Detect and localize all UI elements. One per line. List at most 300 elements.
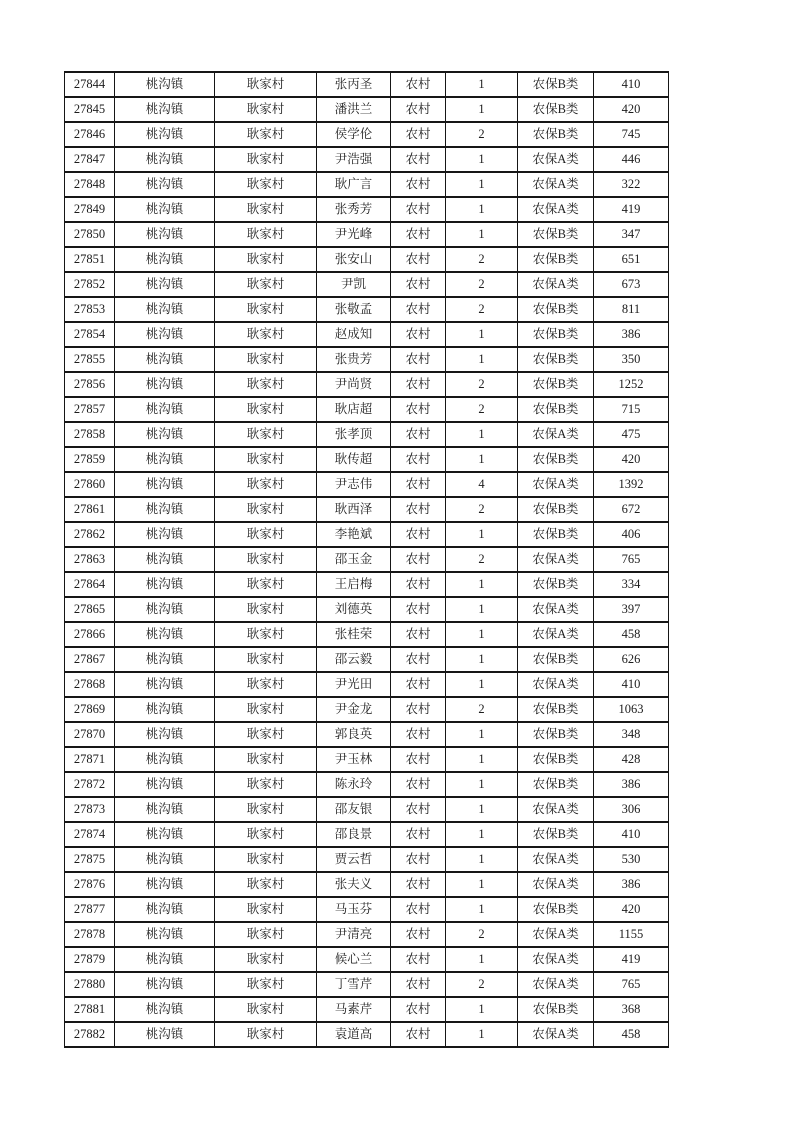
- cell-village: 耿家村: [215, 197, 317, 222]
- cell-village: 耿家村: [215, 122, 317, 147]
- cell-name: 张夫义: [317, 872, 391, 897]
- cell-town: 桃沟镇: [115, 722, 215, 747]
- cell-amount: 406: [594, 522, 669, 547]
- cell-id: 27881: [65, 997, 115, 1022]
- cell-persons: 1: [446, 422, 518, 447]
- cell-residence: 农村: [391, 747, 446, 772]
- cell-persons: 1: [446, 197, 518, 222]
- cell-category: 农保B类: [518, 822, 594, 847]
- cell-persons: 4: [446, 472, 518, 497]
- cell-amount: 475: [594, 422, 669, 447]
- cell-residence: 农村: [391, 97, 446, 122]
- cell-village: 耿家村: [215, 297, 317, 322]
- cell-amount: 530: [594, 847, 669, 872]
- cell-name: 袁道高: [317, 1022, 391, 1047]
- cell-village: 耿家村: [215, 697, 317, 722]
- table-row: [65, 497, 669, 522]
- table-row: [65, 997, 669, 1022]
- cell-id: 27847: [65, 147, 115, 172]
- cell-village: 耿家村: [215, 847, 317, 872]
- cell-category: 农保B类: [518, 747, 594, 772]
- cell-amount: 715: [594, 397, 669, 422]
- cell-id: 27880: [65, 972, 115, 997]
- insurance-roster-table: [64, 71, 669, 1048]
- table-row: [65, 947, 669, 972]
- cell-id: 27869: [65, 697, 115, 722]
- cell-id: 27878: [65, 922, 115, 947]
- cell-town: 桃沟镇: [115, 497, 215, 522]
- cell-amount: 1392: [594, 472, 669, 497]
- cell-persons: 2: [446, 922, 518, 947]
- cell-name: 尹尚贤: [317, 372, 391, 397]
- cell-residence: 农村: [391, 647, 446, 672]
- cell-category: 农保B类: [518, 697, 594, 722]
- cell-village: 耿家村: [215, 997, 317, 1022]
- cell-name: 侯学伦: [317, 122, 391, 147]
- cell-amount: 420: [594, 897, 669, 922]
- cell-name: 马素芹: [317, 997, 391, 1022]
- table-row: [65, 697, 669, 722]
- cell-town: 桃沟镇: [115, 447, 215, 472]
- table-row: [65, 547, 669, 572]
- cell-amount: 306: [594, 797, 669, 822]
- cell-persons: 1: [446, 722, 518, 747]
- cell-amount: 1252: [594, 372, 669, 397]
- table-row: [65, 147, 669, 172]
- table-row: [65, 572, 669, 597]
- cell-town: 桃沟镇: [115, 797, 215, 822]
- cell-village: 耿家村: [215, 397, 317, 422]
- cell-town: 桃沟镇: [115, 972, 215, 997]
- cell-town: 桃沟镇: [115, 147, 215, 172]
- cell-name: 尹金龙: [317, 697, 391, 722]
- cell-town: 桃沟镇: [115, 97, 215, 122]
- cell-id: 27865: [65, 597, 115, 622]
- cell-category: 农保B类: [518, 97, 594, 122]
- cell-village: 耿家村: [215, 247, 317, 272]
- cell-category: 农保A类: [518, 847, 594, 872]
- table-row: [65, 447, 669, 472]
- cell-name: 尹清亮: [317, 922, 391, 947]
- cell-town: 桃沟镇: [115, 272, 215, 297]
- cell-residence: 农村: [391, 897, 446, 922]
- table-row: [65, 72, 669, 97]
- cell-residence: 农村: [391, 497, 446, 522]
- cell-persons: 2: [446, 497, 518, 522]
- cell-category: 农保A类: [518, 797, 594, 822]
- cell-category: 农保B类: [518, 897, 594, 922]
- cell-residence: 农村: [391, 922, 446, 947]
- cell-persons: 1: [446, 597, 518, 622]
- cell-amount: 386: [594, 772, 669, 797]
- cell-village: 耿家村: [215, 822, 317, 847]
- cell-amount: 458: [594, 1022, 669, 1047]
- cell-name: 尹浩强: [317, 147, 391, 172]
- cell-id: 27875: [65, 847, 115, 872]
- cell-town: 桃沟镇: [115, 197, 215, 222]
- cell-village: 耿家村: [215, 472, 317, 497]
- cell-residence: 农村: [391, 247, 446, 272]
- table-row: [65, 922, 669, 947]
- cell-persons: 1: [446, 97, 518, 122]
- cell-town: 桃沟镇: [115, 772, 215, 797]
- cell-village: 耿家村: [215, 97, 317, 122]
- cell-residence: 农村: [391, 297, 446, 322]
- cell-name: 尹凯: [317, 272, 391, 297]
- cell-name: 张丙圣: [317, 72, 391, 97]
- cell-amount: 420: [594, 97, 669, 122]
- cell-residence: 农村: [391, 172, 446, 197]
- cell-residence: 农村: [391, 972, 446, 997]
- cell-id: 27851: [65, 247, 115, 272]
- cell-category: 农保A类: [518, 547, 594, 572]
- cell-id: 27877: [65, 897, 115, 922]
- cell-amount: 334: [594, 572, 669, 597]
- cell-persons: 1: [446, 947, 518, 972]
- cell-amount: 410: [594, 72, 669, 97]
- cell-town: 桃沟镇: [115, 872, 215, 897]
- cell-village: 耿家村: [215, 947, 317, 972]
- table-row: [65, 297, 669, 322]
- cell-residence: 农村: [391, 672, 446, 697]
- cell-town: 桃沟镇: [115, 572, 215, 597]
- cell-category: 农保B类: [518, 447, 594, 472]
- cell-persons: 2: [446, 372, 518, 397]
- cell-amount: 350: [594, 347, 669, 372]
- cell-residence: 农村: [391, 697, 446, 722]
- cell-name: 尹光田: [317, 672, 391, 697]
- cell-residence: 农村: [391, 272, 446, 297]
- cell-amount: 420: [594, 447, 669, 472]
- cell-category: 农保B类: [518, 122, 594, 147]
- cell-id: 27862: [65, 522, 115, 547]
- cell-name: 邵云毅: [317, 647, 391, 672]
- table-row: [65, 622, 669, 647]
- table-row: [65, 172, 669, 197]
- cell-name: 张敬孟: [317, 297, 391, 322]
- cell-persons: 1: [446, 997, 518, 1022]
- cell-amount: 673: [594, 272, 669, 297]
- cell-id: 27859: [65, 447, 115, 472]
- table-row: [65, 122, 669, 147]
- cell-name: 潘洪兰: [317, 97, 391, 122]
- cell-village: 耿家村: [215, 797, 317, 822]
- cell-village: 耿家村: [215, 72, 317, 97]
- cell-residence: 农村: [391, 197, 446, 222]
- cell-town: 桃沟镇: [115, 672, 215, 697]
- cell-name: 郭良英: [317, 722, 391, 747]
- table-row: [65, 647, 669, 672]
- cell-village: 耿家村: [215, 597, 317, 622]
- cell-residence: 农村: [391, 722, 446, 747]
- cell-village: 耿家村: [215, 622, 317, 647]
- table-row: [65, 272, 669, 297]
- cell-town: 桃沟镇: [115, 247, 215, 272]
- cell-amount: 1155: [594, 922, 669, 947]
- cell-village: 耿家村: [215, 572, 317, 597]
- cell-town: 桃沟镇: [115, 747, 215, 772]
- cell-town: 桃沟镇: [115, 997, 215, 1022]
- cell-residence: 农村: [391, 847, 446, 872]
- cell-name: 陈永玲: [317, 772, 391, 797]
- cell-persons: 1: [446, 747, 518, 772]
- cell-id: 27858: [65, 422, 115, 447]
- cell-id: 27864: [65, 572, 115, 597]
- cell-village: 耿家村: [215, 347, 317, 372]
- cell-town: 桃沟镇: [115, 297, 215, 322]
- cell-village: 耿家村: [215, 672, 317, 697]
- cell-town: 桃沟镇: [115, 847, 215, 872]
- cell-id: 27846: [65, 122, 115, 147]
- table-row: [65, 197, 669, 222]
- table-row: [65, 97, 669, 122]
- cell-category: 农保A类: [518, 147, 594, 172]
- cell-amount: 765: [594, 547, 669, 572]
- cell-village: 耿家村: [215, 772, 317, 797]
- cell-name: 尹光峰: [317, 222, 391, 247]
- cell-village: 耿家村: [215, 897, 317, 922]
- cell-village: 耿家村: [215, 372, 317, 397]
- cell-name: 张秀芳: [317, 197, 391, 222]
- cell-id: 27871: [65, 747, 115, 772]
- cell-amount: 428: [594, 747, 669, 772]
- cell-amount: 348: [594, 722, 669, 747]
- cell-amount: 811: [594, 297, 669, 322]
- table-row: [65, 747, 669, 772]
- cell-name: 李艳斌: [317, 522, 391, 547]
- cell-amount: 446: [594, 147, 669, 172]
- cell-id: 27854: [65, 322, 115, 347]
- cell-name: 张贵芳: [317, 347, 391, 372]
- cell-persons: 1: [446, 72, 518, 97]
- table-row: [65, 422, 669, 447]
- cell-category: 农保A类: [518, 672, 594, 697]
- cell-amount: 419: [594, 197, 669, 222]
- cell-residence: 农村: [391, 347, 446, 372]
- cell-residence: 农村: [391, 797, 446, 822]
- cell-name: 张桂荣: [317, 622, 391, 647]
- cell-name: 尹志伟: [317, 472, 391, 497]
- cell-name: 丁雪芹: [317, 972, 391, 997]
- cell-town: 桃沟镇: [115, 522, 215, 547]
- cell-category: 农保A类: [518, 172, 594, 197]
- cell-category: 农保A类: [518, 972, 594, 997]
- cell-persons: 2: [446, 247, 518, 272]
- cell-village: 耿家村: [215, 147, 317, 172]
- cell-name: 赵成知: [317, 322, 391, 347]
- cell-category: 农保B类: [518, 322, 594, 347]
- cell-persons: 2: [446, 122, 518, 147]
- cell-town: 桃沟镇: [115, 222, 215, 247]
- table-row: [65, 597, 669, 622]
- cell-category: 农保A类: [518, 1022, 594, 1047]
- cell-town: 桃沟镇: [115, 897, 215, 922]
- cell-category: 农保B类: [518, 572, 594, 597]
- cell-persons: 1: [446, 522, 518, 547]
- cell-id: 27852: [65, 272, 115, 297]
- cell-persons: 2: [446, 972, 518, 997]
- cell-village: 耿家村: [215, 172, 317, 197]
- table-row: [65, 347, 669, 372]
- cell-name: 耿西泽: [317, 497, 391, 522]
- table-row: [65, 722, 669, 747]
- cell-residence: 农村: [391, 597, 446, 622]
- cell-amount: 410: [594, 822, 669, 847]
- cell-persons: 1: [446, 647, 518, 672]
- cell-id: 27848: [65, 172, 115, 197]
- cell-category: 农保A类: [518, 622, 594, 647]
- cell-persons: 1: [446, 447, 518, 472]
- cell-village: 耿家村: [215, 972, 317, 997]
- cell-persons: 2: [446, 397, 518, 422]
- cell-category: 农保B类: [518, 772, 594, 797]
- cell-residence: 农村: [391, 122, 446, 147]
- table-row: [65, 772, 669, 797]
- cell-amount: 672: [594, 497, 669, 522]
- table-row: [65, 972, 669, 997]
- cell-village: 耿家村: [215, 872, 317, 897]
- cell-persons: 1: [446, 1022, 518, 1047]
- cell-amount: 419: [594, 947, 669, 972]
- cell-name: 尹玉林: [317, 747, 391, 772]
- cell-id: 27873: [65, 797, 115, 822]
- cell-persons: 1: [446, 622, 518, 647]
- cell-name: 邵友银: [317, 797, 391, 822]
- cell-residence: 农村: [391, 322, 446, 347]
- cell-town: 桃沟镇: [115, 947, 215, 972]
- cell-id: 27845: [65, 97, 115, 122]
- cell-id: 27874: [65, 822, 115, 847]
- cell-category: 农保B类: [518, 522, 594, 547]
- cell-name: 耿店超: [317, 397, 391, 422]
- cell-persons: 1: [446, 222, 518, 247]
- cell-residence: 农村: [391, 947, 446, 972]
- cell-residence: 农村: [391, 422, 446, 447]
- cell-town: 桃沟镇: [115, 1022, 215, 1047]
- table-row: [65, 897, 669, 922]
- cell-name: 邵玉金: [317, 547, 391, 572]
- cell-category: 农保A类: [518, 922, 594, 947]
- cell-residence: 农村: [391, 997, 446, 1022]
- cell-residence: 农村: [391, 547, 446, 572]
- cell-name: 候心兰: [317, 947, 391, 972]
- cell-name: 刘德英: [317, 597, 391, 622]
- cell-town: 桃沟镇: [115, 397, 215, 422]
- cell-id: 27850: [65, 222, 115, 247]
- cell-persons: 1: [446, 672, 518, 697]
- cell-category: 农保A类: [518, 597, 594, 622]
- cell-id: 27853: [65, 297, 115, 322]
- cell-village: 耿家村: [215, 322, 317, 347]
- cell-persons: 1: [446, 772, 518, 797]
- cell-amount: 458: [594, 622, 669, 647]
- cell-amount: 368: [594, 997, 669, 1022]
- cell-category: 农保B类: [518, 372, 594, 397]
- cell-id: 27863: [65, 547, 115, 572]
- cell-id: 27876: [65, 872, 115, 897]
- table-body: [65, 72, 669, 1047]
- cell-residence: 农村: [391, 222, 446, 247]
- cell-id: 27872: [65, 772, 115, 797]
- cell-name: 耿广言: [317, 172, 391, 197]
- cell-town: 桃沟镇: [115, 172, 215, 197]
- cell-persons: 1: [446, 572, 518, 597]
- cell-town: 桃沟镇: [115, 697, 215, 722]
- cell-residence: 农村: [391, 872, 446, 897]
- cell-town: 桃沟镇: [115, 822, 215, 847]
- table-row: [65, 472, 669, 497]
- cell-village: 耿家村: [215, 647, 317, 672]
- cell-id: 27870: [65, 722, 115, 747]
- table-row: [65, 822, 669, 847]
- cell-persons: 1: [446, 347, 518, 372]
- cell-id: 27879: [65, 947, 115, 972]
- cell-village: 耿家村: [215, 497, 317, 522]
- cell-town: 桃沟镇: [115, 597, 215, 622]
- cell-id: 27861: [65, 497, 115, 522]
- cell-town: 桃沟镇: [115, 372, 215, 397]
- cell-town: 桃沟镇: [115, 122, 215, 147]
- cell-id: 27866: [65, 622, 115, 647]
- cell-category: 农保B类: [518, 222, 594, 247]
- cell-category: 农保B类: [518, 247, 594, 272]
- cell-town: 桃沟镇: [115, 647, 215, 672]
- table-row: [65, 522, 669, 547]
- cell-name: 邵良景: [317, 822, 391, 847]
- cell-id: 27868: [65, 672, 115, 697]
- table-row: [65, 247, 669, 272]
- cell-residence: 农村: [391, 397, 446, 422]
- cell-amount: 347: [594, 222, 669, 247]
- cell-category: 农保A类: [518, 872, 594, 897]
- cell-persons: 1: [446, 147, 518, 172]
- cell-category: 农保B类: [518, 72, 594, 97]
- cell-village: 耿家村: [215, 747, 317, 772]
- table-row: [65, 797, 669, 822]
- cell-id: 27857: [65, 397, 115, 422]
- cell-category: 农保A类: [518, 422, 594, 447]
- table-row: [65, 847, 669, 872]
- cell-id: 27844: [65, 72, 115, 97]
- cell-residence: 农村: [391, 472, 446, 497]
- cell-category: 农保B类: [518, 647, 594, 672]
- cell-village: 耿家村: [215, 722, 317, 747]
- cell-village: 耿家村: [215, 1022, 317, 1047]
- cell-town: 桃沟镇: [115, 547, 215, 572]
- cell-name: 张孝顶: [317, 422, 391, 447]
- cell-town: 桃沟镇: [115, 622, 215, 647]
- cell-persons: 1: [446, 897, 518, 922]
- cell-name: 贾云哲: [317, 847, 391, 872]
- cell-persons: 1: [446, 797, 518, 822]
- cell-amount: 765: [594, 972, 669, 997]
- cell-category: 农保A类: [518, 947, 594, 972]
- cell-id: 27867: [65, 647, 115, 672]
- cell-village: 耿家村: [215, 922, 317, 947]
- cell-residence: 农村: [391, 147, 446, 172]
- cell-id: 27849: [65, 197, 115, 222]
- cell-name: 王启梅: [317, 572, 391, 597]
- cell-village: 耿家村: [215, 222, 317, 247]
- cell-id: 27860: [65, 472, 115, 497]
- cell-category: 农保B类: [518, 297, 594, 322]
- cell-amount: 410: [594, 672, 669, 697]
- table-row: [65, 397, 669, 422]
- cell-category: 农保B类: [518, 397, 594, 422]
- cell-town: 桃沟镇: [115, 472, 215, 497]
- cell-village: 耿家村: [215, 447, 317, 472]
- cell-residence: 农村: [391, 822, 446, 847]
